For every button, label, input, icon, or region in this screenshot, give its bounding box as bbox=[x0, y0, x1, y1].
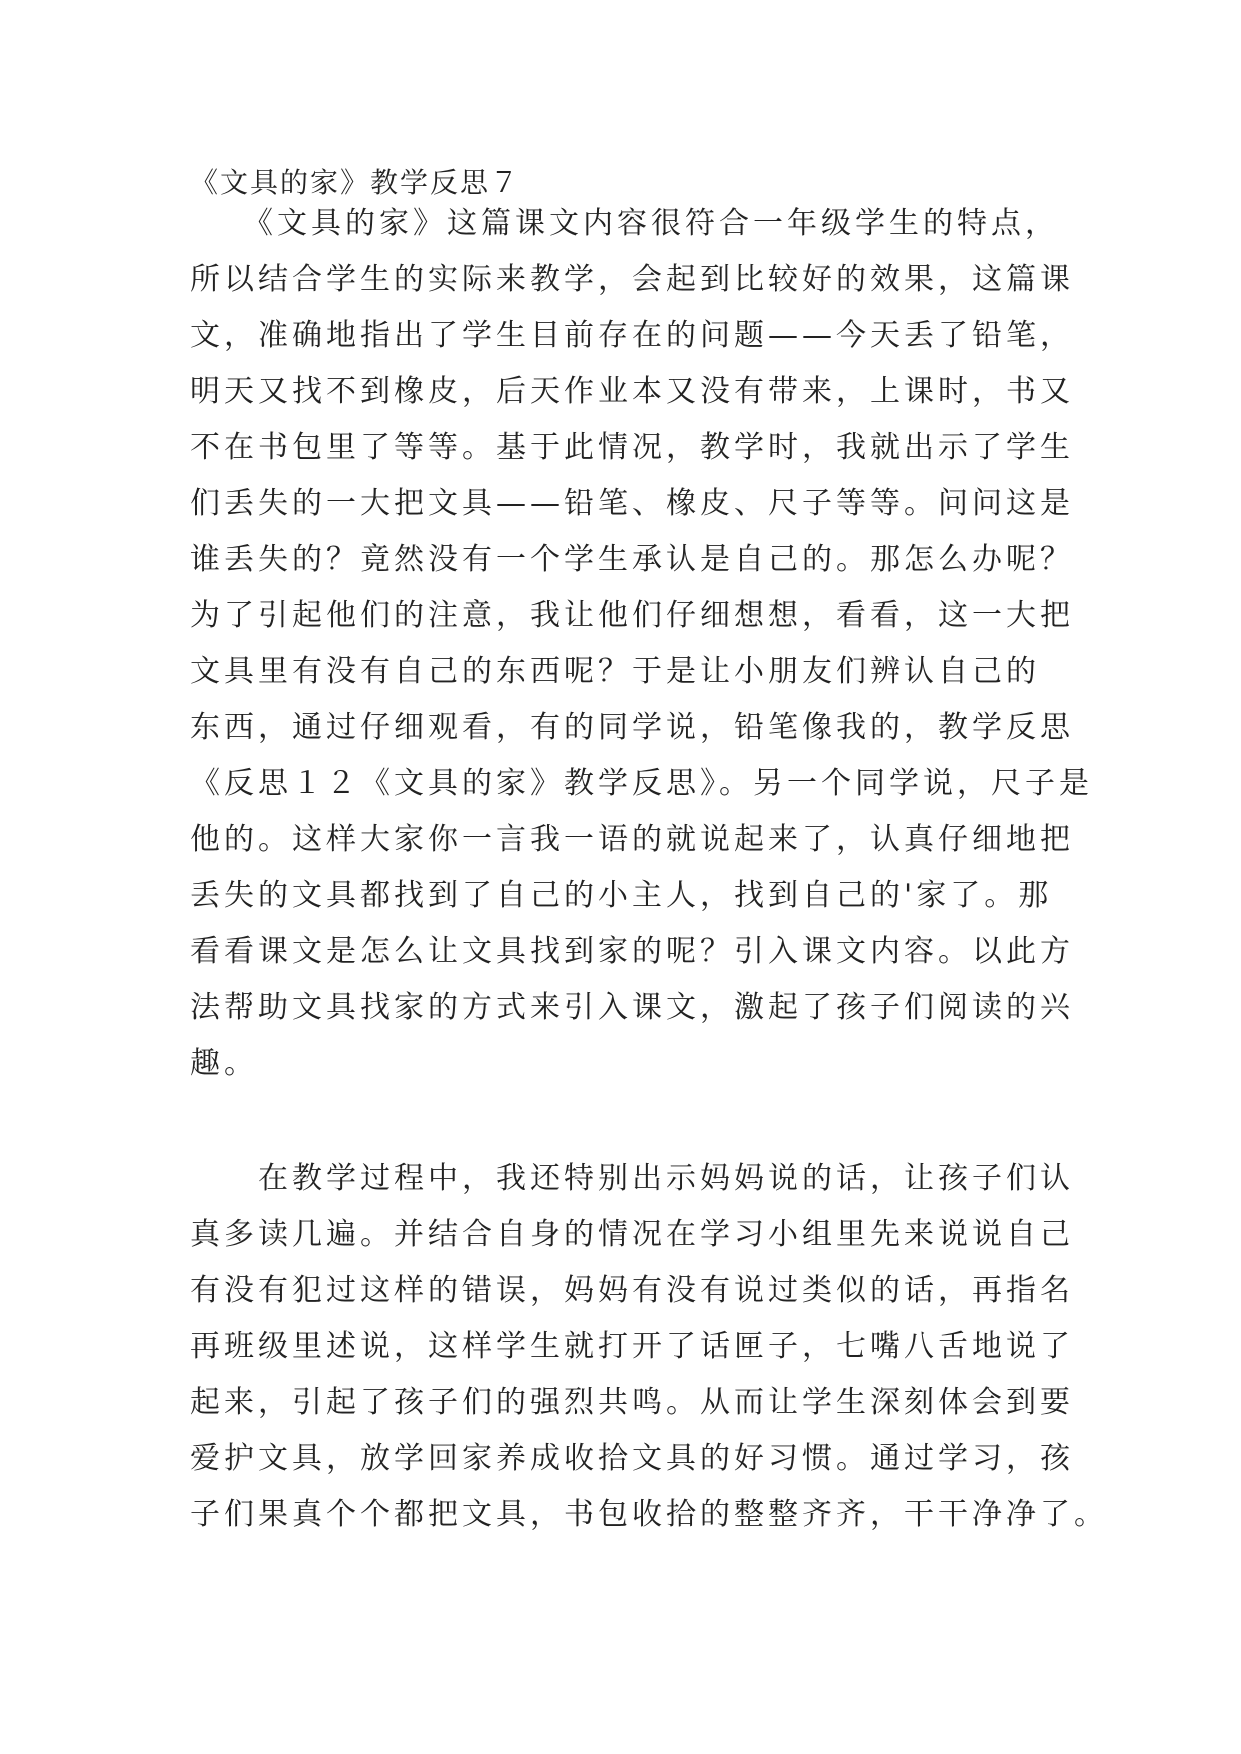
text-line: 为了引起他们的注意，我让他们仔细想想，看看，这一大把 bbox=[190, 598, 1074, 633]
text-line: 起来，引起了孩子们的强烈共鸣。从而让学生深刻体会到要 bbox=[190, 1385, 1074, 1420]
text-line: 法帮助文具找家的方式来引入课文，激起了孩子们阅读的兴 bbox=[190, 990, 1074, 1025]
text-line: 文，准确地指出了学生目前存在的问题——今天丢了铅笔， bbox=[190, 318, 1074, 353]
text-line: 真多读几遍。并结合自身的情况在学习小组里先来说说自己 bbox=[190, 1217, 1074, 1252]
text-line: 《文具的家》这篇课文内容很符合一年级学生的特点， bbox=[190, 206, 1059, 241]
text-line: 子们果真个个都把文具，书包收拾的整整齐齐，干干净净了。 bbox=[190, 1497, 1108, 1532]
document-title: 《文具的家》教学反思７ bbox=[190, 166, 521, 199]
paragraph-2 bbox=[190, 1151, 1108, 1543]
text-line: 文具里有没有自己的东西呢？于是让小朋友们辨认自己的 bbox=[190, 654, 1040, 689]
text-line: 明天又找不到橡皮，后天作业本又没有带来，上课时，书又 bbox=[190, 374, 1074, 409]
text-line: 们丢失的一大把文具——铅笔、橡皮、尺子等等。问问这是 bbox=[190, 486, 1074, 521]
paragraph-1 bbox=[190, 196, 1093, 1092]
text-line: 《反思１２《文具的家》教学反思》。另一个同学说，尺子是 bbox=[190, 766, 1093, 801]
text-line: 爱护文具，放学回家养成收拾文具的好习惯。通过学习，孩 bbox=[190, 1441, 1074, 1476]
text-line: 所以结合学生的实际来教学，会起到比较好的效果，这篇课 bbox=[190, 262, 1074, 297]
text-line: 东西，通过仔细观看，有的同学说，铅笔像我的，教学反思 bbox=[190, 710, 1074, 745]
text-line: 看看课文是怎么让文具找到家的呢？引入课文内容。以此方 bbox=[190, 934, 1074, 969]
text-line: 丢失的文具都找到了自己的小主人，找到自己的'家了。那 bbox=[190, 878, 1053, 913]
text-line: 在教学过程中，我还特别出示妈妈说的话，让孩子们认 bbox=[190, 1161, 1074, 1196]
text-line: 趣。 bbox=[190, 1046, 258, 1081]
text-line: 有没有犯过这样的错误，妈妈有没有说过类似的话，再指名 bbox=[190, 1273, 1074, 1308]
text-line: 再班级里述说，这样学生就打开了话匣子，七嘴八舌地说了 bbox=[190, 1329, 1074, 1364]
text-line: 谁丢失的？竟然没有一个学生承认是自己的。那怎么办呢？ bbox=[190, 542, 1074, 577]
text-line: 不在书包里了等等。基于此情况，教学时，我就出示了学生 bbox=[190, 430, 1074, 465]
text-line: 他的。这样大家你一言我一语的就说起来了，认真仔细地把 bbox=[190, 822, 1074, 857]
